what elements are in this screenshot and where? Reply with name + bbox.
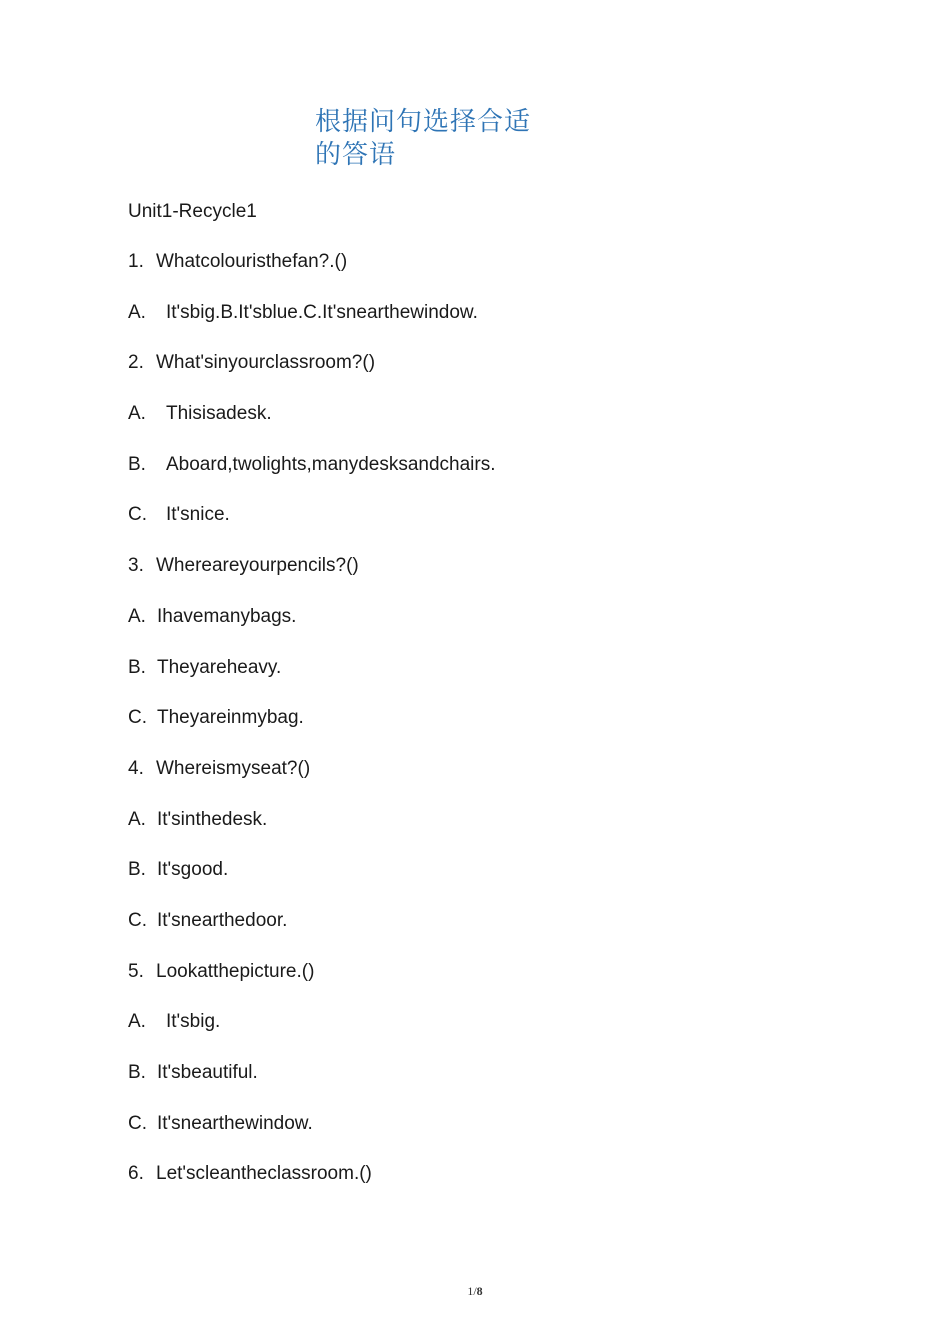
- option-letter: C.: [128, 1112, 147, 1134]
- option-line: [128, 402, 496, 453]
- unit-heading: Unit1-Recycle1: [128, 201, 257, 222]
- option-text: It'sinthedesk.: [157, 808, 268, 830]
- option-line: [128, 605, 496, 656]
- question-text: Lookatthepicture.(): [156, 960, 315, 982]
- question-number: 4.: [128, 757, 144, 779]
- option-text: Aboard,twolights,manydesksandchairs.: [166, 453, 496, 475]
- option-line: [128, 909, 496, 960]
- question-text: Let'scleantheclassroom.(): [156, 1163, 372, 1185]
- option-text: It'sbig.B.It'sblue.C.It'snearthewindow.: [166, 301, 478, 323]
- page-total: 8: [476, 1284, 483, 1298]
- question-line: [128, 757, 496, 808]
- option-text: It'snearthewindow.: [157, 1112, 313, 1134]
- question-number: 1.: [128, 251, 144, 272]
- option-text: It'sgood.: [157, 859, 229, 881]
- question-line: [128, 250, 496, 301]
- option-text: It'sbig.: [166, 1011, 221, 1033]
- option-letter: A.: [128, 403, 146, 425]
- option-line: [128, 453, 496, 504]
- option-text: Thisisadesk.: [166, 403, 272, 425]
- option-letter: B.: [128, 656, 146, 678]
- page-title: 根据问句选择合适的答语: [315, 107, 532, 170]
- option-letter: B.: [128, 453, 146, 475]
- option-line: [128, 656, 496, 707]
- option-line: [128, 1061, 496, 1112]
- option-line: [128, 808, 496, 859]
- question-number: 3.: [128, 555, 144, 577]
- question-line: [128, 1162, 496, 1213]
- question-line: [128, 351, 496, 402]
- option-text: It'snearthedoor.: [157, 909, 288, 931]
- option-letter: C.: [128, 909, 147, 931]
- option-letter: A.: [128, 808, 146, 830]
- option-letter: A.: [128, 1011, 146, 1033]
- question-number: 2.: [128, 352, 144, 374]
- page-current: 1: [467, 1284, 474, 1298]
- option-line: [128, 301, 496, 352]
- option-letter: A.: [128, 605, 146, 627]
- option-letter: C.: [128, 504, 147, 526]
- question-text: Whatcolouristhefan?.(): [156, 251, 348, 272]
- page-separator: /: [473, 1284, 477, 1298]
- option-text: It'sbeautiful.: [157, 1062, 258, 1083]
- option-letter: C.: [128, 707, 147, 729]
- option-letter: B.: [128, 859, 146, 881]
- question-text: Whereareyourpencils?(): [156, 555, 359, 577]
- option-letter: A.: [128, 301, 146, 323]
- question-number: 5.: [128, 960, 144, 982]
- option-letter: B.: [128, 1062, 146, 1083]
- option-text: It'snice.: [166, 504, 230, 526]
- question-text: What'sinyourclassroom?(): [156, 352, 376, 374]
- question-line: [128, 960, 496, 1011]
- option-line: [128, 1010, 496, 1061]
- option-line: [128, 706, 496, 757]
- option-text: Ihavemanybags.: [157, 605, 297, 627]
- option-line: [128, 1112, 496, 1163]
- page-number: [0, 1284, 950, 1299]
- question-text: Whereismyseat?(): [156, 757, 311, 779]
- option-text: Theyareinmybag.: [157, 707, 304, 729]
- question-list: [128, 250, 496, 1213]
- option-text: Theyareheavy.: [157, 656, 282, 678]
- question-number: 6.: [128, 1163, 144, 1185]
- question-line: [128, 554, 496, 605]
- option-line: [128, 858, 496, 909]
- option-line: [128, 503, 496, 554]
